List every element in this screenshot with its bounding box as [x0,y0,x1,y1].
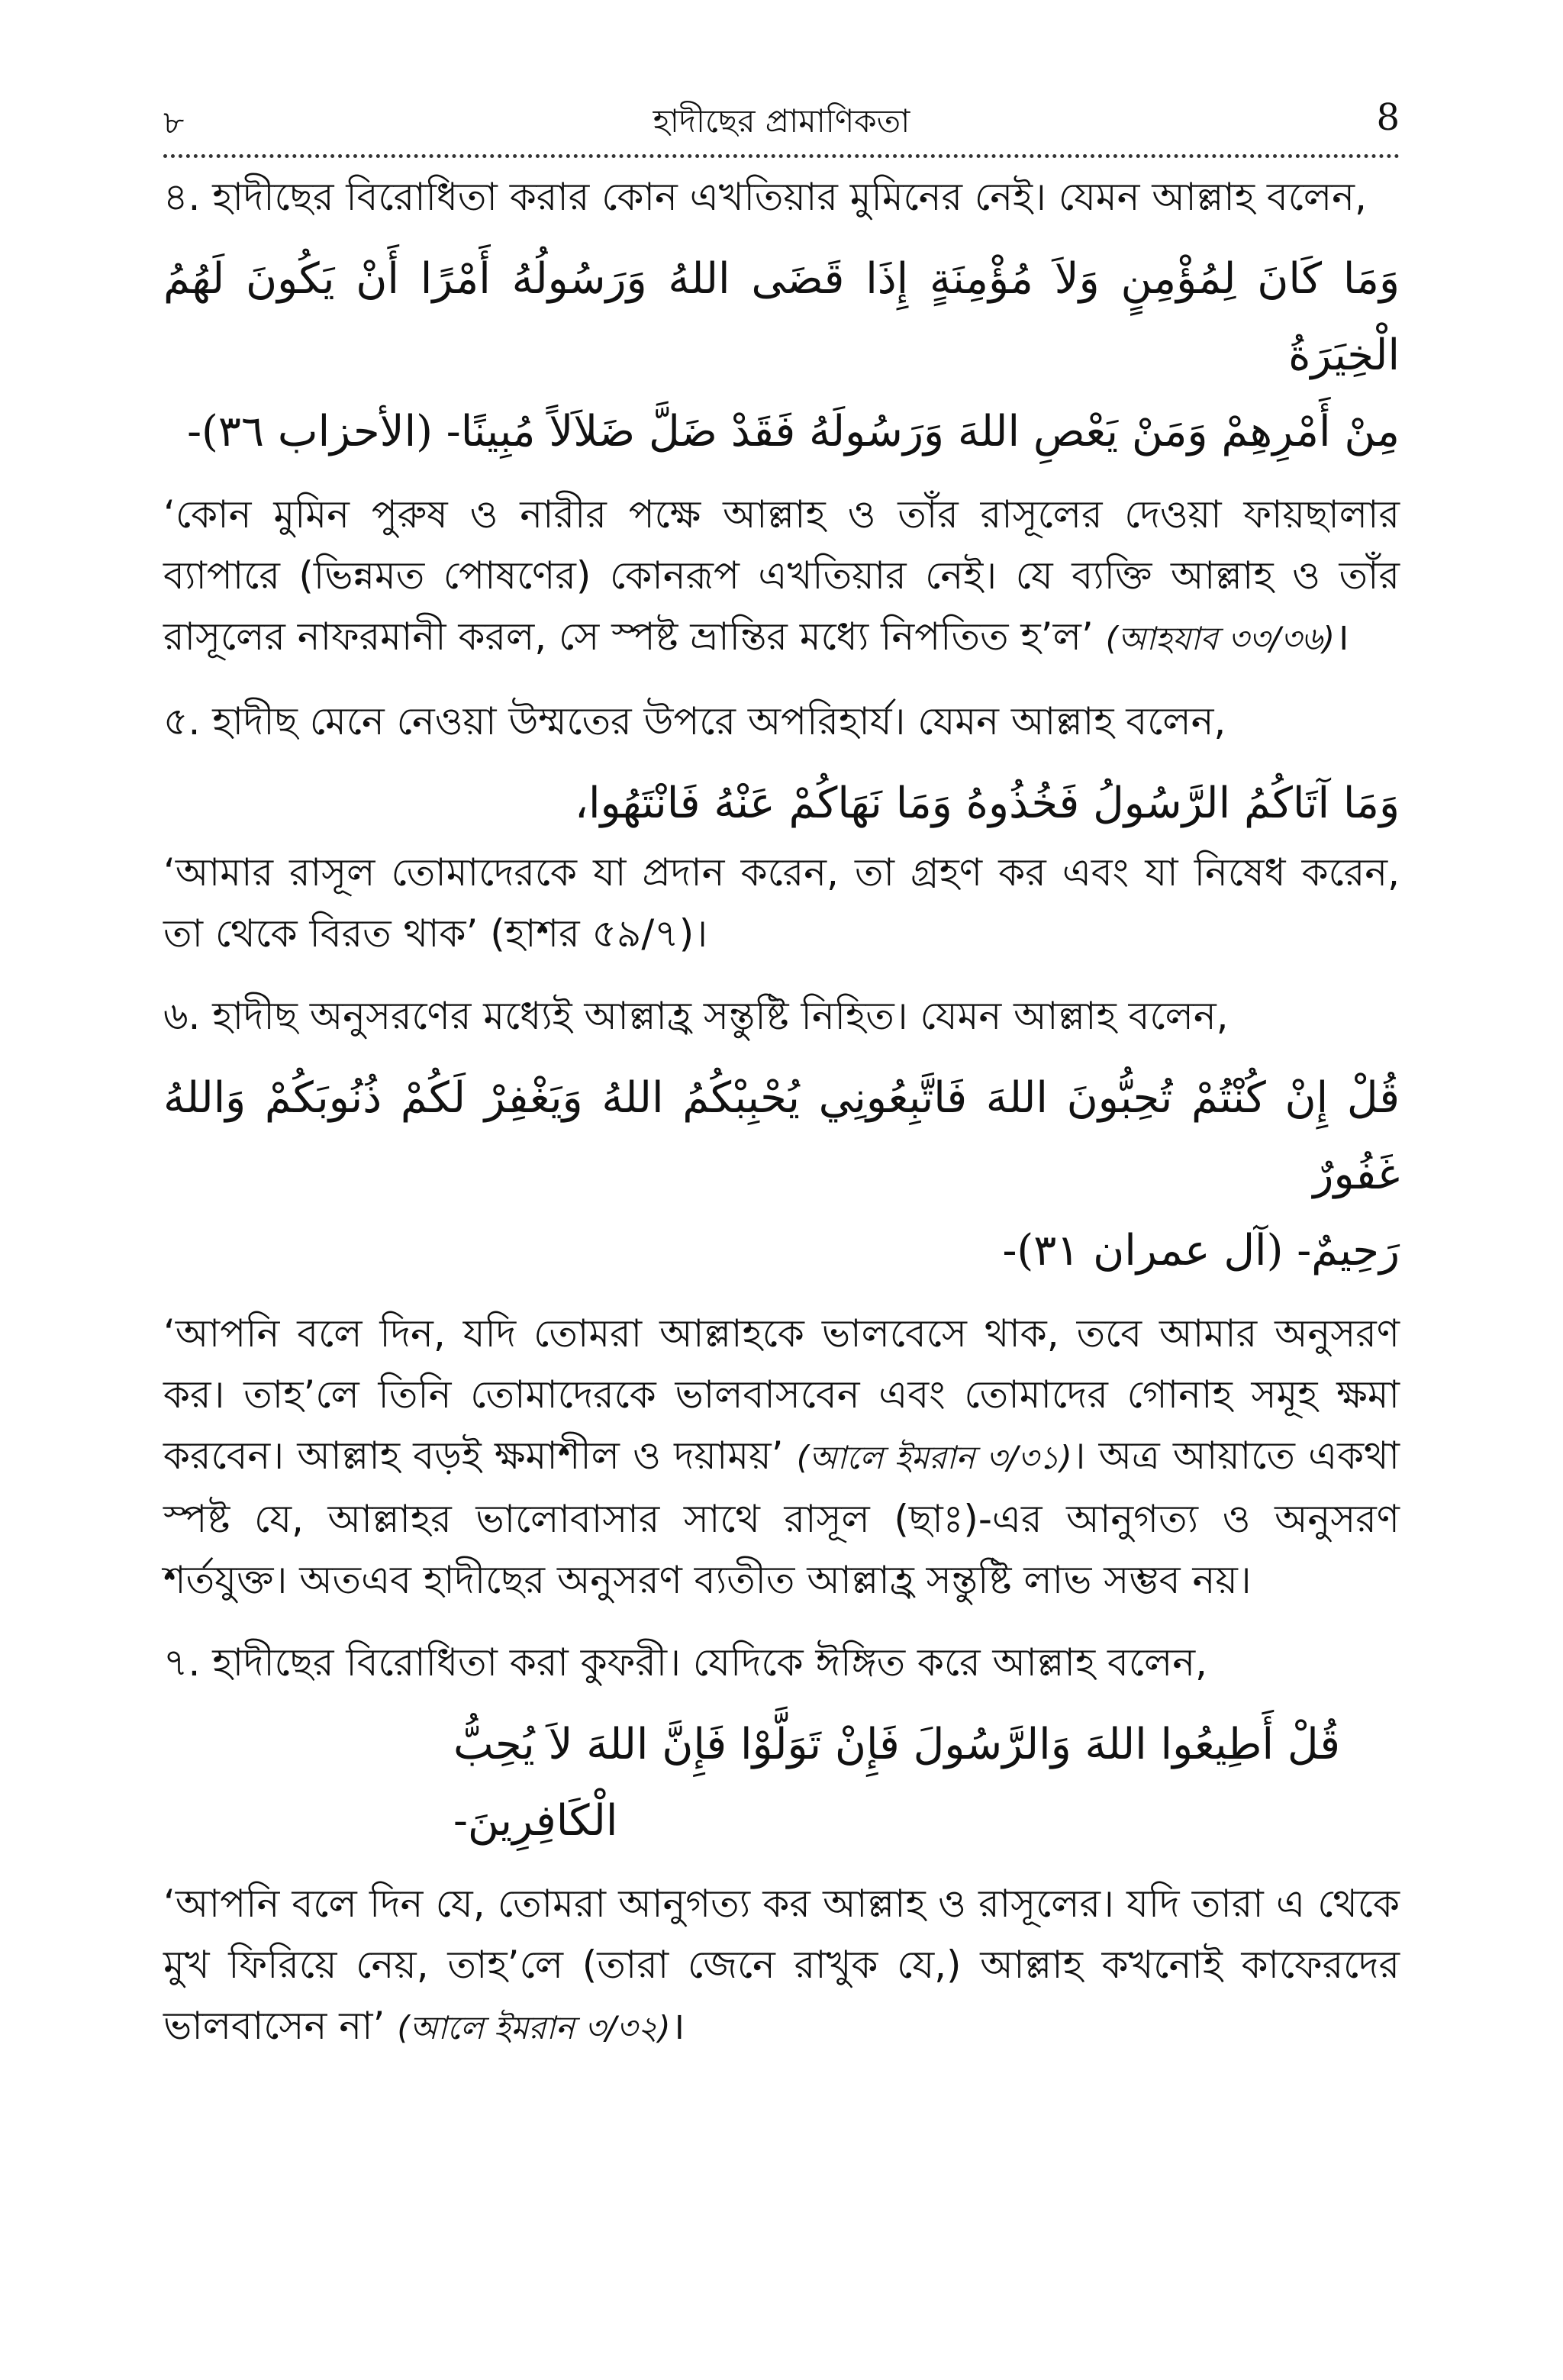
page-header [163,93,1400,158]
section-7-intro: ৭. হাদীছের বিরোধিতা করা কুফরী। যেদিকে ঈঙ্গিত করে আল্লাহ বলেন, [163,1640,1207,1685]
section-6-arabic-line-1: قُلْ إِنْ كُنْتُمْ تُحِبُّونَ اللهَ فَاتَّبِعُونِي يُحْبِبْكُمُ اللهُ وَيَغْفِرْ لَكُمْ ذُنُوبَكُمْ وَاللهُ غَفُورٌ [163,1073,1400,1199]
section-4-end-mark: । [1334,614,1349,659]
section-6-translation-b: । অত্র আয়াতে একথা স্পষ্ট যে, আল্লাহর ভালোবাসার সাথে রাসূল (ছাঃ)-এর আনুগত্য ও অনুসরণ শর্তযুক্ত। অতএব হাদীছের অনুসরণ ব্যতীত আল্লাহ্র সন্তুষ্টি লাভ সম্ভব নয়। [163,1433,1400,1602]
section-4-citation: (আহযাব ৩৩/৩৬) [1105,620,1335,657]
section-4-translation [163,484,1400,669]
section-6-translation-a: ‘আপনি বলে দিন, যদি তোমরা আল্লাহকে ভালবেসে থাক, তবে আমার অনুসরণ কর। তাহ’লে তিনি তোমাদেরকে ভালবাসবেন এবং তোমাদের গোনাহ সমূহ ক্ষমা করবেন। আল্লাহ বড়ই ক্ষমাশীল ও দয়াময়’ [163,1311,1400,1478]
section-6-intro: ৬. হাদীছ অনুসরণের মধ্যেই আল্লাহ্র সন্তুষ্টি নিহিত। যেমন আল্লাহ বলেন, [163,994,1229,1038]
section-7-arabic: قُلْ أَطِيعُوا اللهَ وَالرَّسُولَ فَإِنْ تَوَلَّوْا فَإِنَّ اللهَ لاَ يُحِبُّ الْكَافِرِينَ- [453,1720,1341,1846]
section-5-translation: ‘আমার রাসূল তোমাদেরকে যা প্রদান করেন, তা গ্রহণ কর এবং যা নিষেধ করেন, তা থেকে বিরত থাক’ (হাশর ৫৯/৭)। [163,850,1400,956]
section-7-translation [163,1873,1400,2059]
header-title: হাদীছের প্রামাণিকতা [653,102,910,140]
section-5-arabic: وَمَا آتَاكُمُ الرَّسُولُ فَخُذُوهُ وَمَا نَهَاكُمْ عَنْهُ فَانْتَهُوا، [574,779,1400,828]
section-4-translation-text: ‘কোন মুমিন পুরুষ ও নারীর পক্ষে আল্লাহ ও তাঁর রাসূলের দেওয়া ফায়ছালার ব্যাপারে (ভিন্নমত পোষণের) কোনরূপ এখতিয়ার নেই। যে ব্যক্তি আল্লাহ ও তাঁর রাসূলের নাফরমানী করল, সে স্পষ্ট ভ্রান্তির মধ্যে নিপতিত হ’ল’ [163,492,1400,659]
page-content [163,166,1400,2059]
section-4-arabic-line-1: وَمَا كَانَ لِمُؤْمِنٍ وَلاَ مُؤْمِنَةٍ إِذَا قَضَى اللهُ وَرَسُولُهُ أَمْرًا أَنْ يَكُونَ لَهُمُ الْخِيَرَةُ [163,254,1400,380]
section-5-intro: ৫. হাদীছ মেনে নেওয়া উম্মতের উপরে অপরিহার্য। যেমন আল্লাহ বলেন, [163,699,1226,743]
section-6-translation [163,1303,1400,1611]
section-7-end-mark: । [670,2004,685,2048]
section-7-citation: (আলে ইমরান ৩/৩২) [397,2009,671,2046]
header-page-number: 8 [1376,96,1400,139]
section-7-translation-text: ‘আপনি বলে দিন যে, তোমরা আনুগত্য কর আল্লাহ ও রাসূলের। যদি তারা এ থেকে মুখ ফিরিয়ে নেয়, তাহ’লে (তারা জেনে রাখুক যে,) আল্লাহ কখনোই কাফেরদের ভালবাসেন না’ [163,1882,1400,2048]
section-6-arabic-line-2: رَحِيمٌ- (آل عمران ٣١)- [1002,1226,1400,1275]
section-4-arabic-line-2: مِنْ أَمْرِهِمْ وَمَنْ يَعْصِ اللهَ وَرَسُولَهُ فَقَدْ ضَلَّ ضَلاَلاً مُبِينًا- (الأحزاب ٣٦)- [187,407,1400,456]
section-6-citation: (আলে ইমরান ৩/৩১) [796,1439,1072,1476]
section-4-intro: ৪. হাদীছের বিরোধিতা করার কোন এখতিয়ার মুমিনের নেই। যেমন আল্লাহ বলেন, [163,175,1367,219]
header-left-page-ref: ৮ [163,104,185,141]
